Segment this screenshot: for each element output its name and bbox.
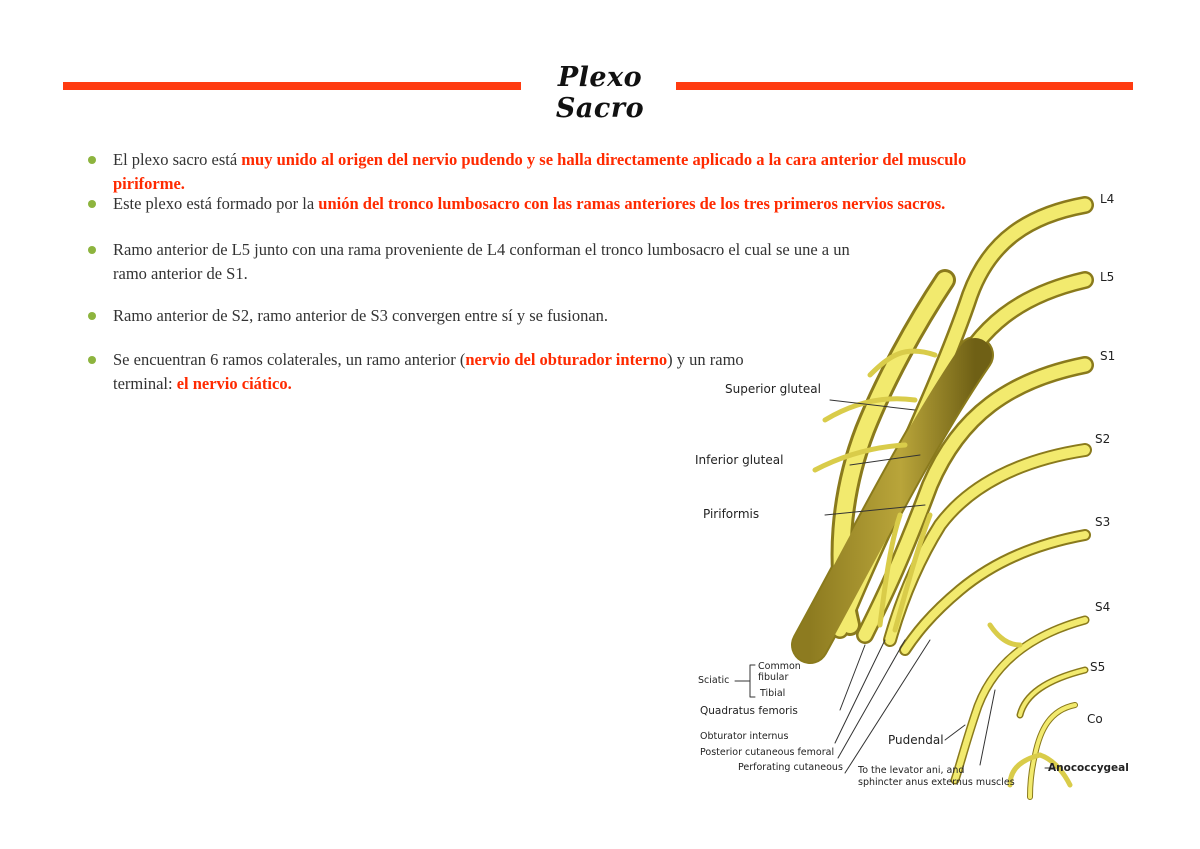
bullet-icon xyxy=(88,156,96,164)
label-common-fibular: Common fibular xyxy=(758,661,801,683)
label-superior-gluteal: Superior gluteal xyxy=(725,382,821,396)
bullet-highlight: unión del tronco lumbosacro con las ramas anteriores de los tres primeros nervios sacros. xyxy=(318,194,946,213)
root-label-s5: S5 xyxy=(1090,660,1106,674)
list-item xyxy=(88,304,608,328)
page-title: Plexo Sacro xyxy=(555,62,645,124)
sacral-plexus-figure xyxy=(690,185,1130,815)
label-levator-ani-line2: sphincter anus externus muscles xyxy=(858,777,1015,788)
bullet-text: Se encuentran 6 ramos colaterales, un ramo anterior ( xyxy=(113,350,466,369)
bullet-icon xyxy=(88,200,96,208)
root-label-s1: S1 xyxy=(1100,349,1116,363)
label-piriformis: Piriformis xyxy=(703,507,760,521)
root-label-l4: L4 xyxy=(1100,192,1115,206)
bullet-icon xyxy=(88,356,96,364)
label-sciatic: Sciatic xyxy=(698,675,730,686)
list-item xyxy=(88,348,744,396)
label-inferior-gluteal: Inferior gluteal xyxy=(695,453,784,467)
bullet-text: Ramo anterior de L5 junto con una rama proveniente de L4 conforman el tronco lumbosacro el cual se une a un xyxy=(113,240,850,259)
bullet-icon xyxy=(88,246,96,254)
bullet-text: Ramo anterior de S2, ramo anterior de S3 convergen entre sí y se fusionan. xyxy=(113,306,609,325)
bullet-highlight: nervio del obturador interno xyxy=(465,350,668,369)
label-tibial: Tibial xyxy=(760,688,786,699)
root-label-s3: S3 xyxy=(1095,515,1111,529)
label-perforating-cutaneous: Perforating cutaneous xyxy=(738,762,843,773)
bullet-highlight: muy unido al origen del nervio pudendo y se halla directamente aplicado a la cara anterior del musculo piriforme. xyxy=(113,150,967,193)
bullet-highlight: el nervio ciático. xyxy=(176,374,292,393)
label-pudendal: Pudendal xyxy=(888,733,944,747)
root-label-co: Co xyxy=(1087,712,1103,726)
bullet-text-line2: ramo anterior de S1. xyxy=(113,264,248,283)
bullet-icon xyxy=(88,312,96,320)
bullet-text: El plexo sacro está xyxy=(113,150,242,169)
root-label-s2: S2 xyxy=(1095,432,1111,446)
nerve-diagram xyxy=(690,185,1130,815)
header-rule-left xyxy=(63,82,521,90)
bullet-text-post: ) y un ramo xyxy=(667,350,744,369)
bullet-text: Este plexo está formado por la xyxy=(113,194,319,213)
label-levator-ani-line1: To the levator ani, and xyxy=(858,765,965,776)
label-quadratus-femoris: Quadratus femoris xyxy=(700,705,798,717)
header-rule-right xyxy=(676,82,1133,90)
label-posterior-cutaneous-femoral: Posterior cutaneous femoral xyxy=(700,747,835,758)
label-anococcygeal: Anococcygeal xyxy=(1048,762,1129,774)
root-label-s4: S4 xyxy=(1095,600,1111,614)
label-obturator-internus: Obturator internus xyxy=(700,731,789,742)
bullet-text-line2: terminal: xyxy=(113,374,177,393)
root-label-l5: L5 xyxy=(1100,270,1115,284)
